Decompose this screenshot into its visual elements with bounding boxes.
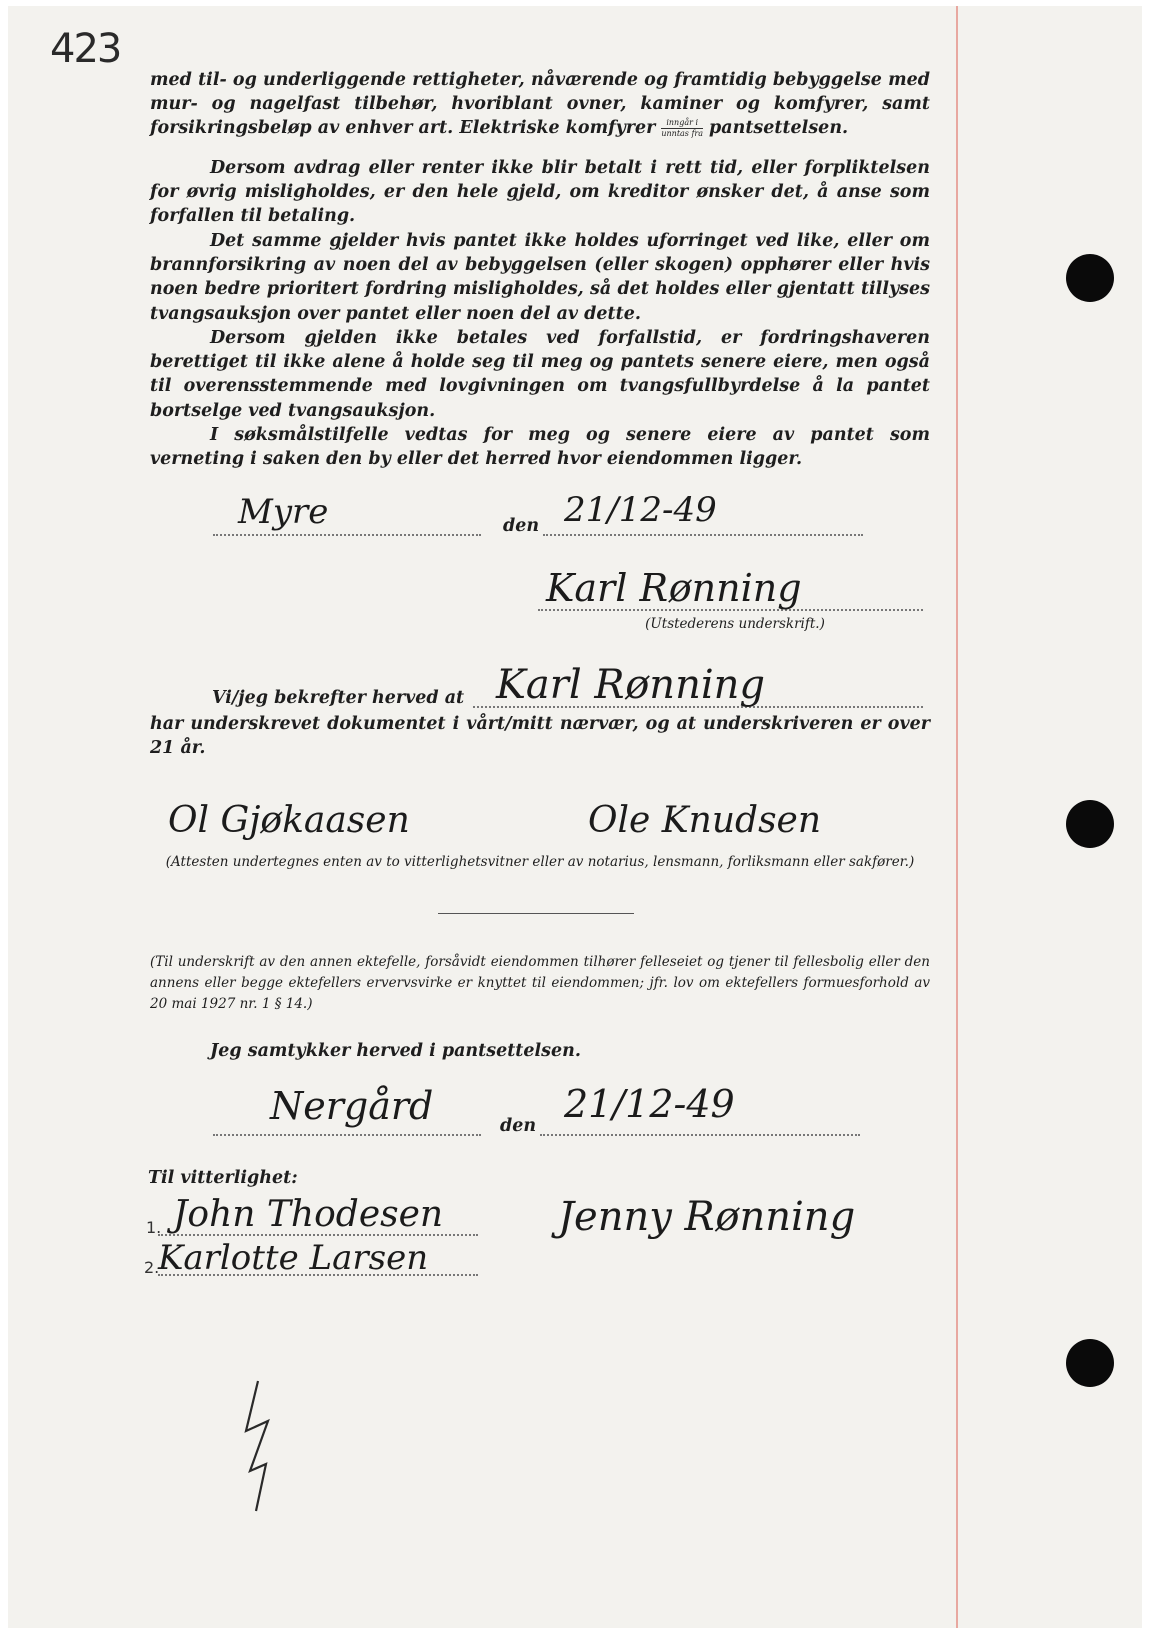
attestation-caption: (Attesten undertegnes enten av to vitterlighetsvitner eller av notarius, lensmann, forliksmann eller sakfører.) [165,854,915,870]
initials-mark [236,1376,286,1516]
witness-2-signature: Karlotte Larsen [158,1238,429,1278]
attestation-rest [150,712,930,760]
paragraph-property [150,68,930,141]
issuer-signature: Karl Rønning [546,566,802,610]
punch-hole [1066,1339,1114,1387]
date-line-2 [540,1134,860,1136]
fraction-top: inngår i [661,118,703,129]
date-handwritten: 21/12-49 [564,490,717,530]
paragraph-text: Dersom gjelden ikke betales ved forfallstid, er fordringshaveren berettiget til ikke alene å holde seg til meg og pantets senere eiere, men også til overensstemmende med lovgivningen om tvangsfullbyrdelse å la pantet bortselge ved tvangsauksjon. [150,328,930,421]
paragraph-maintenance [150,229,930,326]
spouse-signature: Jenny Rønning [558,1194,856,1240]
red-margin-line [956,6,958,1628]
paragraph-text: Dersom avdrag eller renter ikke blir betalt i rett tid, eller forpliktelsen for øvrig misligholdes, er den hele gjeld, om kreditor ønsker det, å anse som forfallen til betaling. [150,158,930,227]
punch-hole [1066,800,1114,848]
witness-number-2: 2. [144,1258,160,1277]
consent-text: Jeg samtykker herved i pantsettelsen. [210,1041,581,1061]
attestation-lead: Vi/jeg bekrefter herved at [212,688,465,708]
paragraph-venue [150,423,930,471]
paragraph-end: pantsettelsen. [709,118,849,139]
divider [438,913,634,914]
date2-handwritten: 21/12-49 [564,1082,735,1126]
witness-number-1: 1. [146,1218,162,1237]
attested-name-handwritten: Karl Rønning [496,662,765,708]
witnesses-label: Til vitterlighet: [148,1168,298,1188]
paragraph-text: Det samme gjelder hvis pantet ikke holdes uforringet ved like, eller om brannforsikring av noen del av bebyggelsen (eller skogen) opphører eller hvis noen bedre prioritert fordring misligholdes, så det holdes eller gjentatt tillyses tvangsauksjon over pantet eller noen del av dette. [150,231,930,324]
document-page [8,6,1142,1628]
punch-hole [1066,254,1114,302]
spouse-note: (Til underskrift av den annen ektefelle, forsåvidt eiendommen tilhører felleseiet og tjener til fellesbolig eller den annens eller begge ektefellers ervervsvirke er knyttet til eiendommen; jfr. lov om ektefellers formuesforhold av 20 mai 1927 nr. 1 § 14.) [150,954,930,1012]
paragraph-text: med til- og underliggende rettigheter, nåværende og framtidig bebyggelse med mur- og nagelfast tilbehør, hvoriblant ovner, kaminer og komfyrer, samt forsikringsbeløp av enhver art. Elektriske komfyrer [150,70,930,139]
page-number: 423 [50,26,121,72]
place-line [213,534,481,536]
witness1-signature: Ol Gjøkaasen [168,800,410,841]
place-line-2 [213,1134,481,1136]
fraction-choice [661,118,703,139]
attestation-text: har underskrevet dokumentet i vårt/mitt nærvær, og at underskriveren er over 21 år. [150,714,930,759]
paragraph-text: I søksmålstilfelle vedtas for meg og senere eiere av pantet som verneting i saken den by eller det herred hvor eiendommen ligger. [150,425,930,470]
den-label-2: den [500,1116,537,1136]
place-handwritten: Myre [238,492,329,532]
initials-stroke [246,1381,268,1511]
den-label: den [503,516,540,536]
witness-1-signature: John Thodesen [173,1194,444,1235]
paragraph-enforcement [150,326,930,423]
fraction-bottom: unntas fra [661,129,704,139]
date-line [543,534,863,536]
place2-handwritten: Nergård [270,1084,434,1128]
paragraph-default [150,156,930,229]
witness2-signature: Ole Knudsen [588,800,822,841]
issuer-caption: (Utstederens underskrift.) [645,616,825,632]
